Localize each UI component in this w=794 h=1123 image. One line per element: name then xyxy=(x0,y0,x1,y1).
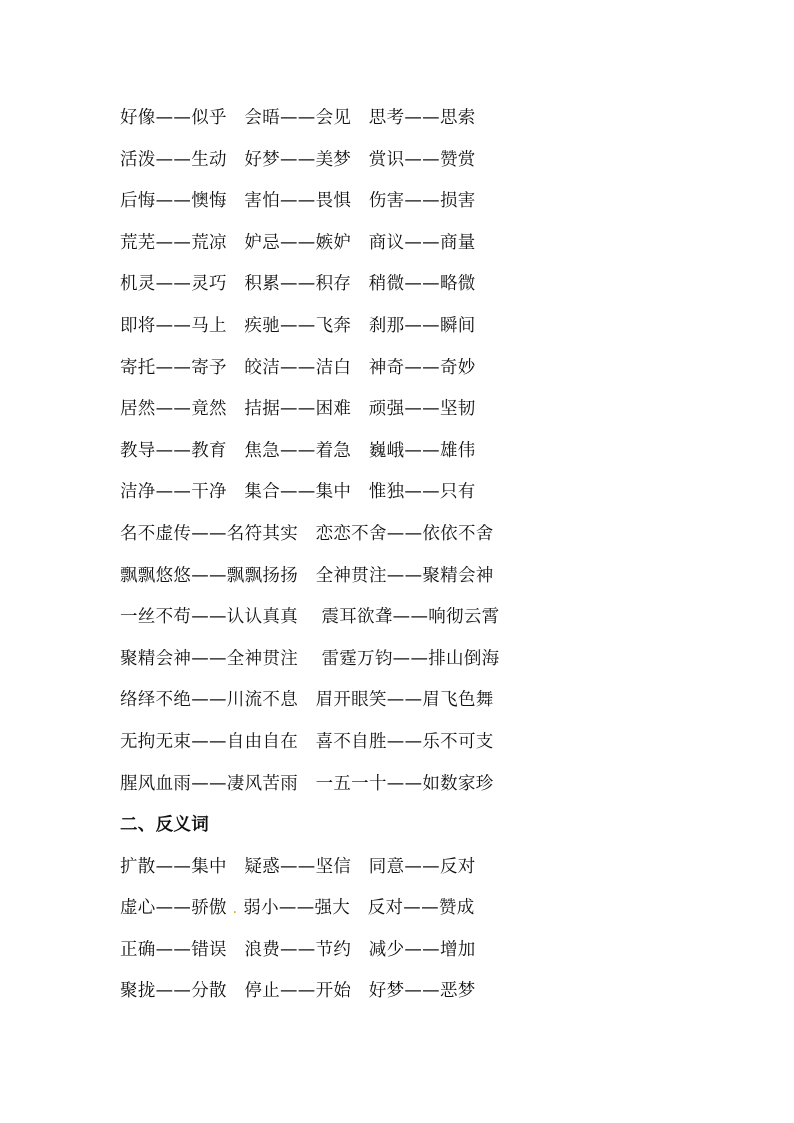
synonym-line-5: 机灵——灵巧 积累——积存 稍微——略微 xyxy=(120,274,476,295)
antonym-line-4: 聚拢——分散 停止——开始 好梦——恶梦 xyxy=(120,981,476,1002)
synonym-line-9: 教导——教育 焦急——着急 巍峨——雄伟 xyxy=(120,440,476,461)
synonym-line-3: 后悔——懊悔 害怕——畏惧 伤害——损害 xyxy=(120,191,476,212)
idiom-line-1: 名不虚传——名符其实 恋恋不舍——依依不舍 xyxy=(120,523,494,544)
idiom-line-3: 一丝不苟——认认真真 震耳欲聋——响彻云霄 xyxy=(120,607,500,628)
antonym-line-1: 扩散——集中 疑惑——坚信 同意——反对 xyxy=(120,856,476,877)
idiom-line-7: 腥风血雨——凄风苦雨 一五一十——如数家珍 xyxy=(120,773,494,794)
antonym-pair-1: 虚心——骄傲 xyxy=(120,898,233,919)
section-heading-antonyms: 二、反义词 xyxy=(120,815,209,836)
stray-mark: . xyxy=(232,901,238,918)
document-body xyxy=(120,104,720,1019)
synonym-line-6: 即将——马上 疾驰——飞奔 刹那——瞬间 xyxy=(120,315,476,336)
idiom-line-4: 聚精会神——全神贯注 雷霆万钧——排山倒海 xyxy=(120,648,500,669)
synonym-line-8: 居然——竟然 拮据——困难 顽强——坚韧 xyxy=(120,399,476,420)
idiom-line-6: 无拘无束——自由自在 喜不自胜——乐不可支 xyxy=(120,731,494,752)
idiom-line-5: 络绎不绝——川流不息 眉开眼笑——眉飞色舞 xyxy=(120,690,494,711)
synonym-line-1: 好像——似乎 会晤——会见 思考——思索 xyxy=(120,108,476,128)
antonym-line-3: 正确——错误 浪费——节约 减少——增加 xyxy=(120,939,476,960)
idiom-line-2: 飘飘悠悠——飘飘扬扬 全神贯注——聚精会神 xyxy=(120,565,494,586)
synonym-line-2: 活泼——生动 好梦——美梦 赏识——赞赏 xyxy=(120,149,476,170)
antonym-line-2 xyxy=(120,894,720,936)
synonym-line-10: 洁净——干净 集合——集中 惟独——只有 xyxy=(120,482,476,503)
synonym-line-4: 荒芜——荒凉 妒忌——嫉妒 商议——商量 xyxy=(120,232,476,253)
antonym-pair-rest: 弱小——强大 反对——赞成 xyxy=(237,898,475,919)
synonym-line-7: 寄托——寄予 皎洁——洁白 神奇——奇妙 xyxy=(120,357,476,378)
